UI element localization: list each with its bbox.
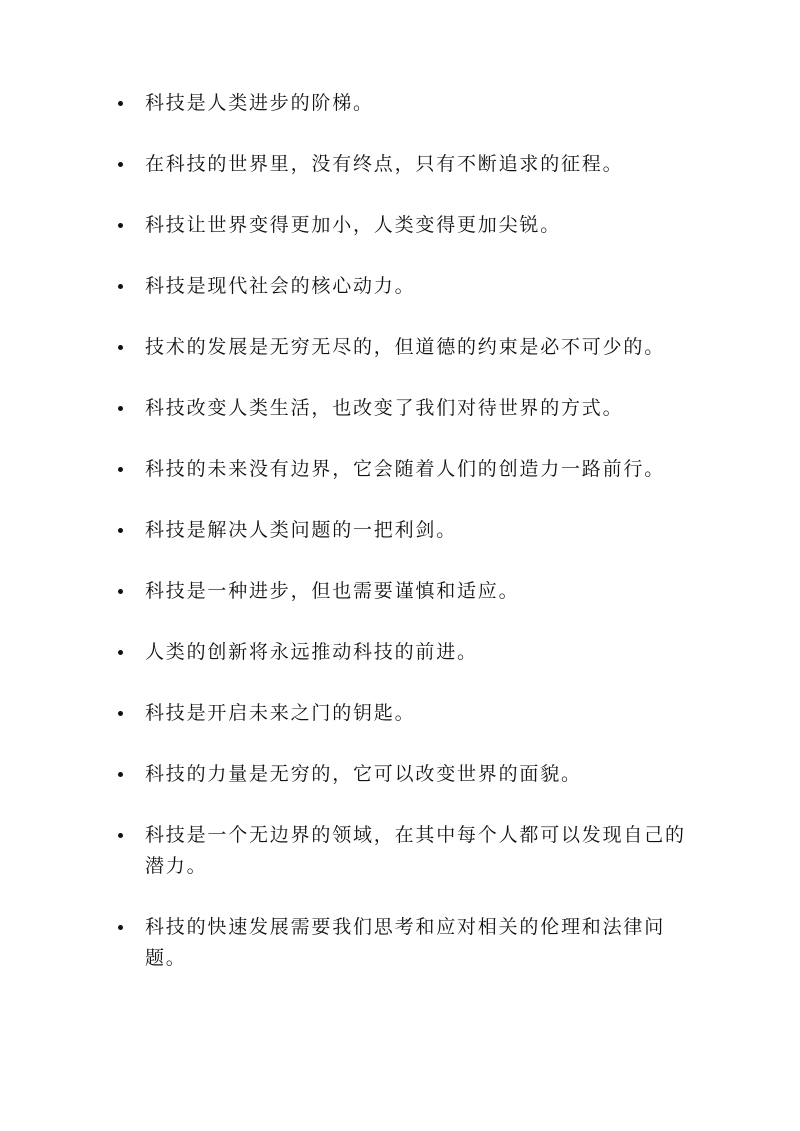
list-item: [118, 637, 698, 668]
list-item: [118, 759, 698, 790]
bullet-dot-icon: [118, 223, 123, 228]
list-item-text: 科技是一个无边界的领域，在其中每个人都可以发现自己的潜力。: [145, 824, 686, 877]
bullet-dot-icon: [118, 772, 123, 777]
bullet-dot-icon: [118, 711, 123, 716]
list-item: [118, 820, 698, 882]
list-item: [118, 332, 698, 363]
list-item: [118, 88, 698, 119]
list-item-text: 科技改变人类生活，也改变了我们对待世界的方式。: [145, 397, 624, 419]
list-item-text: 科技是开启未来之门的钥匙。: [145, 702, 416, 724]
list-item-text: 科技让世界变得更加小，人类变得更加尖锐。: [145, 214, 562, 236]
list-item: [118, 210, 698, 241]
list-item: [118, 515, 698, 546]
bullet-dot-icon: [118, 650, 123, 655]
list-item-text: 科技是解决人类问题的一把利剑。: [145, 519, 458, 541]
bullet-dot-icon: [118, 589, 123, 594]
list-item-text: 科技是人类进步的阶梯。: [145, 92, 374, 114]
list-item: [118, 454, 698, 485]
list-item-text: 科技的未来没有边界，它会随着人们的创造力一路前行。: [145, 458, 666, 480]
list-item-text: 科技是一种进步，但也需要谨慎和适应。: [145, 580, 520, 602]
bullet-dot-icon: [118, 528, 123, 533]
list-item-text: 科技的快速发展需要我们思考和应对相关的伦理和法律问题。: [145, 916, 666, 969]
bullet-list: [118, 88, 698, 1004]
list-item: [118, 393, 698, 424]
bullet-dot-icon: [118, 925, 123, 930]
bullet-dot-icon: [118, 284, 123, 289]
list-item: [118, 912, 698, 974]
list-item: [118, 149, 698, 180]
bullet-dot-icon: [118, 101, 123, 106]
list-item-text: 科技的力量是无穷的，它可以改变世界的面貌。: [145, 763, 582, 785]
list-item-text: 科技是现代社会的核心动力。: [145, 275, 416, 297]
list-item-text: 在科技的世界里，没有终点，只有不断追求的征程。: [145, 153, 624, 175]
bullet-dot-icon: [118, 467, 123, 472]
list-item-text: 人类的创新将永远推动科技的前进。: [145, 641, 478, 663]
list-item-text: 技术的发展是无穷无尽的，但道德的约束是必不可少的。: [145, 336, 666, 358]
bullet-dot-icon: [118, 162, 123, 167]
list-item: [118, 698, 698, 729]
list-item: [118, 271, 698, 302]
bullet-dot-icon: [118, 345, 123, 350]
bullet-dot-icon: [118, 406, 123, 411]
list-item: [118, 576, 698, 607]
bullet-dot-icon: [118, 833, 123, 838]
